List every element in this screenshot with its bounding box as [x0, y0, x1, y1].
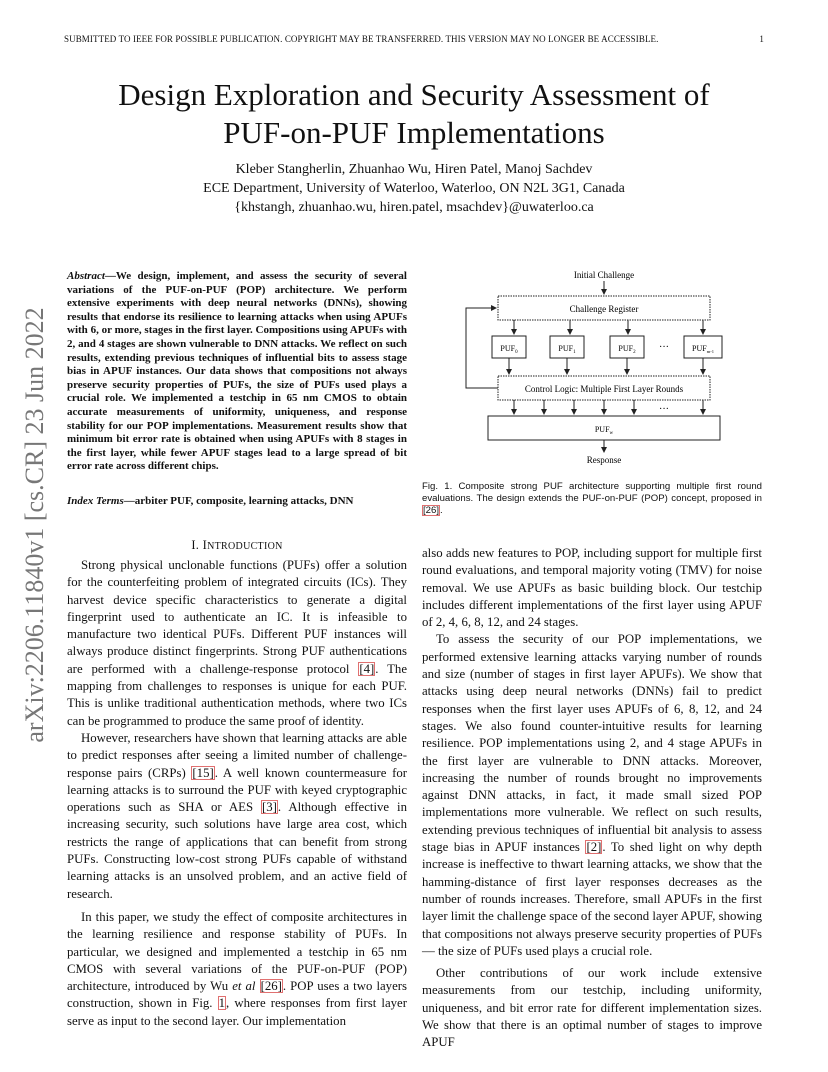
- index-terms-label: Index Terms: [67, 495, 124, 507]
- paragraph: Strong physical unclonable functions (PUFs) offer a solution for the counterfeiting problem of integrated circuits (ICs). They harvest device specific characteristics to generate a digital fingerprint used to authenticate an IC. It is infeasible to manufacture two identical PUFs. Different PUF instances will always produce distinct fingerprints. Strong PUF authentications are performed with a challenge-response protocol [4]. The mapping from challenges to responses is unique for each PUF. This is unlike traditional authentication methods, where two ICs can be programmed to produce the same proof of identity.: [67, 558, 408, 728]
- index-terms-text: —arbiter PUF, composite, learning attacks, DNN: [123, 495, 354, 507]
- abstract-label: Abstract: [67, 270, 105, 282]
- author-block: [60, 160, 768, 217]
- figure-1-diagram: [458, 264, 758, 474]
- citation-link[interactable]: [26]: [423, 505, 440, 517]
- figure-caption: Fig. 1. Composite strong PUF architecture supporting multiple first round evaluations. The design extends the PUF-on-PUF (POP) concept, proposed in [26].: [422, 481, 762, 517]
- index-terms: [67, 494, 407, 508]
- section-number: I.: [191, 538, 200, 552]
- page-header: [64, 34, 764, 44]
- copyright-notice: SUBMITTED TO IEEE FOR POSSIBLE PUBLICATION. COPYRIGHT MAY BE TRANSFERRED. THIS VERSION MAY NO LONGER BE ACCESSIBLE.: [64, 34, 659, 44]
- paragraph: In this paper, we study the effect of composite architectures in the learning resilience and response stability of PUFs. In particular, we designed and implemented a testchip in 65 nm CMOS with several variations of the PUF-on-PUF (POP) architecture, introduced by Wu et al [26]. POP uses a two layers construction, shown in Fig. 1, where responses from first layer serve as input to the second layer. Our implementation: [67, 909, 407, 1028]
- paragraph: However, researchers have shown that learning attacks are able to predict responses after seeing a limited number of challenge-response pairs (CRPs) [15]. A well known countermeasure for learning attacks is to surround the PUF with keyed cryptographic operations such as SHA or AES [3]. Although effective in increasing security, such solutions have large area cost, which restricts the range of applications that can benefit from strong PUFs. Constructing low-cost strong PUFs capable of withstand learning attacks is an unsolved problem, and an active field of research.: [67, 730, 407, 901]
- paragraph: also adds new features to POP, including support for multiple first round evaluations, and temporal majority voting (TMV) for noise removal. We use APUFs as basic building block. Our testchip includes different implementations of the first layer using APUF of 2, 4, 6, 8, 12, and 24 stages.: [422, 546, 762, 630]
- citation-link[interactable]: [4]: [359, 661, 375, 676]
- svg-text:PUF2: $PUF_2$: [618, 344, 636, 355]
- paragraph: To assess the security of our POP implementations, we performed extensive learning attacks varying number of rounds and size (number of stages in first layer APUFs). We show that attacks using deep neural networks (DNNs) fail to predict responses when the first layer uses APUFs of 6, 8, 12, and 24 stages. We also found counter-intuitive results for learning resilience. POP implementations using 2, and 4 stage APUFs in the first layer are vulnerable to DNN attacks. Moreover, increasing the number of rounds brought no improvements against DNN attacks, in fact, it made small sized POP implementations more vulnerable. We reflect on such results, extending previous techniques of influential bit analysis to assess stage bias in APUF instances [2]. To shed light on why depth increase is ineffective to thwart learning attacks, we show that the hamming-distance of first layer responses decreases as the number of rounds increases. Therefore, small APUFs in the first layer limit the challenge space of the second layer APUF, showing that compositions not always preserve security properties of PUFs — the size of PUFs used plays a crucial role.: [422, 632, 763, 958]
- svg-text:PUFm-1: $PUF_{m-1}$: [692, 344, 714, 354]
- section-title-rest: NTRODUCTION: [207, 541, 283, 552]
- arxiv-sidebar: [10, 290, 60, 760]
- section-heading: [67, 538, 407, 553]
- affiliation: ECE Department, University of Waterloo, Waterloo, ON N2L 3G1, Canada: [203, 181, 625, 196]
- svg-text:PUF1: $PUF_1$: [558, 344, 576, 355]
- initial-challenge-label: Initial Challenge: [573, 270, 635, 280]
- svg-text:PUFw: $PUF_w$: [594, 425, 614, 436]
- section-first-letter: I: [202, 538, 208, 552]
- control-logic-label: Control Logic: Multiple First Layer Rounds: [524, 384, 684, 394]
- citation-link[interactable]: [2]: [586, 840, 602, 855]
- citation-link[interactable]: [15]: [192, 765, 214, 780]
- left-column: [67, 557, 407, 1030]
- abstract: [67, 270, 407, 474]
- svg-text:PUF0: $PUF_0$: [500, 344, 518, 355]
- title-line-1: Design Exploration and Security Assessment of: [118, 77, 710, 112]
- figure-link[interactable]: 1: [218, 996, 226, 1011]
- abstract-text: —We design, implement, and assess the security of several variations of the PUF-on-PUF (POP) architecture. We perform extensive experiments with deep neural networks (DNNs), showing results that endorse its resilience to learning attacks when using APUFs with 6, or more, stages in the first layer. Compositions using APUFs with 2, and 4 stages are shown vulnerable to DNN attacks. We reflect on such results, extending previous techniques of influential bits to assess stage bias in APUF instances. Our data shows that compositions not always preserve security properties of PUFs, the size of PUFs used plays a crucial role. We implemented a testchip in 65 nm CMOS to obtain accurate measurements of uniformity, uniqueness, and response stability for our POP implementations. Measurement results show that minimum bit error rate is obtained when using APUFs with 8 stages in the first layer, while fewer APUF stages lead to a large spread of bit error rate across different chips.: [67, 270, 407, 473]
- response-label: Response: [586, 455, 622, 465]
- emails: {khstangh, zhuanhao.wu, hiren.patel, msachdev}@uwaterloo.ca: [234, 200, 594, 215]
- citation-link[interactable]: [3]: [261, 800, 277, 815]
- svg-text:···: ···: [659, 404, 669, 415]
- arxiv-stamp[interactable]: arXiv:2206.11840v1 [cs.CR] 23 Jun 2022: [20, 307, 49, 743]
- ellipsis: ···: [659, 342, 669, 353]
- paper-title: [60, 76, 768, 152]
- title-line-2: PUF-on-PUF Implementations: [223, 115, 605, 150]
- paragraph: Other contributions of our work include extensive measurements from our testchip, including uniformity, uniqueness, and bit error rate for different implementation sizes. We show that there is an optimal number of stages to improve APUF: [422, 966, 762, 1050]
- citation-link[interactable]: [26]: [260, 979, 282, 994]
- challenge-register-label: Challenge Register: [569, 304, 639, 314]
- right-column: [422, 545, 762, 1052]
- page-number: 1: [759, 34, 764, 44]
- authors: Kleber Stangherlin, Zhuanhao Wu, Hiren Patel, Manoj Sachdev: [235, 162, 593, 177]
